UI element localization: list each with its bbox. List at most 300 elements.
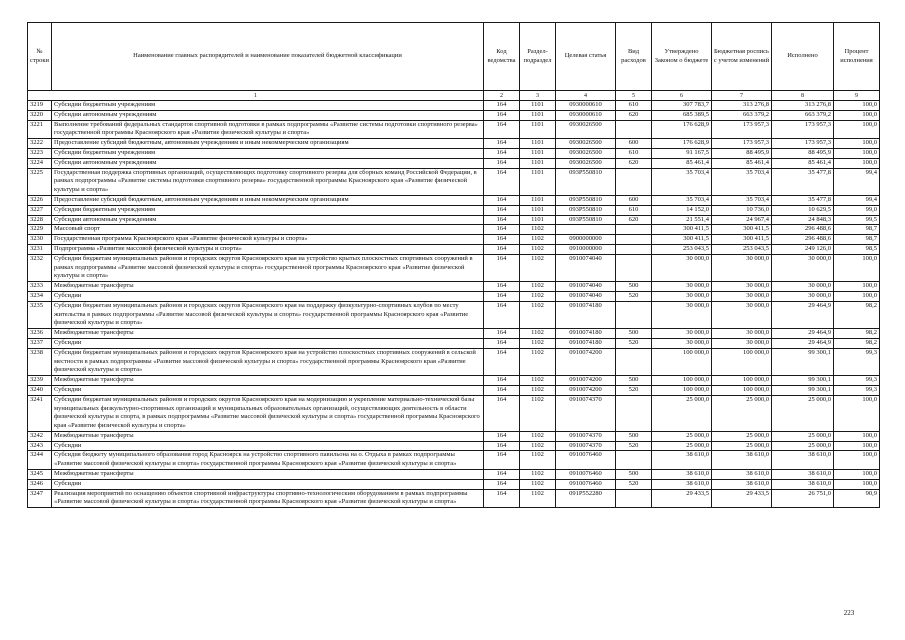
row-name: Субсидии автономным учреждениям bbox=[52, 215, 484, 225]
row-department-code: 164 bbox=[484, 338, 520, 348]
table-row bbox=[28, 395, 880, 431]
row-approved: 30 000,0 bbox=[652, 301, 712, 328]
row-approved: 38 610,0 bbox=[652, 451, 712, 470]
table-row bbox=[28, 451, 880, 470]
row-number: 3246 bbox=[28, 479, 52, 489]
row-budget-schedule: 38 610,0 bbox=[712, 451, 772, 470]
row-executed: 663 379,2 bbox=[772, 110, 834, 120]
row-number: 3236 bbox=[28, 329, 52, 339]
row-number: 3219 bbox=[28, 101, 52, 111]
row-target-article: 0930026500 bbox=[556, 148, 616, 158]
row-department-code: 164 bbox=[484, 254, 520, 281]
row-department-code: 164 bbox=[484, 470, 520, 480]
row-approved: 100 000,0 bbox=[652, 376, 712, 386]
row-target-article: 0910074180 bbox=[556, 338, 616, 348]
row-target-article: 0910076460 bbox=[556, 451, 616, 470]
table-row bbox=[28, 301, 880, 328]
row-executed: 25 000,0 bbox=[772, 431, 834, 441]
row-name: Массовый спорт bbox=[52, 225, 484, 235]
row-section: 1101 bbox=[520, 158, 556, 168]
row-expense-type bbox=[616, 254, 652, 281]
row-target-article: 0930026500 bbox=[556, 139, 616, 149]
row-approved: 30 000,0 bbox=[652, 282, 712, 292]
table-row bbox=[28, 120, 880, 139]
row-name: Межбюджетные трансферты bbox=[52, 282, 484, 292]
table-row bbox=[28, 148, 880, 158]
row-section: 1102 bbox=[520, 385, 556, 395]
table-row bbox=[28, 489, 880, 508]
row-approved: 25 000,0 bbox=[652, 395, 712, 431]
row-expense-type: 610 bbox=[616, 148, 652, 158]
row-executed: 26 751,0 bbox=[772, 489, 834, 508]
row-percent: 99,4 bbox=[834, 195, 880, 205]
row-department-code: 164 bbox=[484, 385, 520, 395]
table-row bbox=[28, 110, 880, 120]
row-department-code: 164 bbox=[484, 479, 520, 489]
row-budget-schedule: 10 736,0 bbox=[712, 205, 772, 215]
row-budget-schedule: 100 000,0 bbox=[712, 385, 772, 395]
row-expense-type bbox=[616, 301, 652, 328]
row-approved: 100 000,0 bbox=[652, 348, 712, 375]
row-target-article: 0900000000 bbox=[556, 235, 616, 245]
row-expense-type: 500 bbox=[616, 282, 652, 292]
row-number: 3241 bbox=[28, 395, 52, 431]
table-row bbox=[28, 348, 880, 375]
row-approved: 30 000,0 bbox=[652, 329, 712, 339]
row-department-code: 164 bbox=[484, 158, 520, 168]
row-budget-schedule: 85 461,4 bbox=[712, 158, 772, 168]
row-number: 3220 bbox=[28, 110, 52, 120]
row-number: 3227 bbox=[28, 205, 52, 215]
table-row bbox=[28, 282, 880, 292]
row-expense-type bbox=[616, 168, 652, 195]
row-budget-schedule: 300 411,5 bbox=[712, 225, 772, 235]
page-number: 223 bbox=[843, 609, 855, 617]
row-target-article: 0930000610 bbox=[556, 101, 616, 111]
row-name: Выполнение требований федеральных стандартов спортивной подготовки в рамках подпрограммы «Развитие системы подготовки спортивного резерва» государственной программы Красноярского края «Развитие физической культуры и спорта» bbox=[52, 120, 484, 139]
table-header-row bbox=[28, 23, 880, 91]
row-expense-type bbox=[616, 451, 652, 470]
row-expense-type bbox=[616, 225, 652, 235]
row-target-article: 0910074370 bbox=[556, 431, 616, 441]
row-expense-type: 620 bbox=[616, 215, 652, 225]
row-section: 1101 bbox=[520, 195, 556, 205]
header-budget-schedule: Бюджетная роспись с учетом изменений bbox=[712, 23, 772, 91]
row-name: Субсидии бюджетам муниципальных районов и городских округов Красноярского края на модернизацию и укрепление материально-технической базы муниципальных физкультурно-спортивных организаций и муниципальных образовательных организаций, осуществляющих деятельность в области физической культуры и спорта, в рамках подпрограммы «Развитие массовой физической культуры и спорта» государственной программы Красноярского края «Развитие физической культуры и спорта» bbox=[52, 395, 484, 431]
column-number: 3 bbox=[520, 91, 556, 101]
header-expense-type: Вид расходов bbox=[616, 23, 652, 91]
row-percent: 100,0 bbox=[834, 479, 880, 489]
header-approved: Утверждено Законом о бюджете bbox=[652, 23, 712, 91]
row-percent: 98,5 bbox=[834, 244, 880, 254]
row-percent: 100,0 bbox=[834, 101, 880, 111]
row-section: 1102 bbox=[520, 431, 556, 441]
row-name: Субсидии автономным учреждениям bbox=[52, 158, 484, 168]
row-budget-schedule: 100 000,0 bbox=[712, 376, 772, 386]
row-executed: 99 300,1 bbox=[772, 385, 834, 395]
row-executed: 38 610,0 bbox=[772, 479, 834, 489]
row-section: 1101 bbox=[520, 101, 556, 111]
row-number: 3233 bbox=[28, 282, 52, 292]
row-number: 3221 bbox=[28, 120, 52, 139]
row-percent: 100,0 bbox=[834, 451, 880, 470]
table-row bbox=[28, 244, 880, 254]
row-approved: 38 610,0 bbox=[652, 470, 712, 480]
row-budget-schedule: 30 000,0 bbox=[712, 291, 772, 301]
row-approved: 29 433,5 bbox=[652, 489, 712, 508]
table-row bbox=[28, 338, 880, 348]
row-percent: 100,0 bbox=[834, 441, 880, 451]
row-percent: 98,7 bbox=[834, 235, 880, 245]
table-row bbox=[28, 235, 880, 245]
row-department-code: 164 bbox=[484, 431, 520, 441]
row-number: 3223 bbox=[28, 148, 52, 158]
header-name: Наименование главных распорядителей и наименование показателей бюджетной классификации bbox=[52, 23, 484, 91]
row-department-code: 164 bbox=[484, 120, 520, 139]
row-expense-type: 600 bbox=[616, 195, 652, 205]
row-target-article: 0910074040 bbox=[556, 282, 616, 292]
row-department-code: 164 bbox=[484, 139, 520, 149]
header-department-code: Код ведомства bbox=[484, 23, 520, 91]
row-executed: 88 495,9 bbox=[772, 148, 834, 158]
row-executed: 29 464,9 bbox=[772, 338, 834, 348]
row-approved: 300 411,5 bbox=[652, 225, 712, 235]
row-expense-type: 520 bbox=[616, 338, 652, 348]
row-section: 1102 bbox=[520, 225, 556, 235]
row-number: 3240 bbox=[28, 385, 52, 395]
row-executed: 30 000,0 bbox=[772, 291, 834, 301]
row-approved: 91 167,5 bbox=[652, 148, 712, 158]
row-budget-schedule: 38 610,0 bbox=[712, 470, 772, 480]
row-budget-schedule: 25 000,0 bbox=[712, 441, 772, 451]
row-section: 1102 bbox=[520, 244, 556, 254]
row-executed: 296 488,6 bbox=[772, 225, 834, 235]
row-executed: 30 000,0 bbox=[772, 254, 834, 281]
row-department-code: 164 bbox=[484, 489, 520, 508]
row-department-code: 164 bbox=[484, 301, 520, 328]
row-section: 1102 bbox=[520, 254, 556, 281]
row-expense-type: 620 bbox=[616, 158, 652, 168]
row-department-code: 164 bbox=[484, 451, 520, 470]
row-budget-schedule: 300 411,5 bbox=[712, 235, 772, 245]
table-row bbox=[28, 291, 880, 301]
row-section: 1101 bbox=[520, 148, 556, 158]
row-executed: 99 300,1 bbox=[772, 376, 834, 386]
table-row bbox=[28, 441, 880, 451]
row-section: 1102 bbox=[520, 235, 556, 245]
row-percent: 99,4 bbox=[834, 168, 880, 195]
row-number: 3237 bbox=[28, 338, 52, 348]
row-section: 1102 bbox=[520, 329, 556, 339]
row-executed: 35 477,8 bbox=[772, 168, 834, 195]
row-number: 3228 bbox=[28, 215, 52, 225]
row-percent: 90,9 bbox=[834, 489, 880, 508]
row-percent: 100,0 bbox=[834, 139, 880, 149]
row-target-article: 0910074370 bbox=[556, 441, 616, 451]
row-number: 3231 bbox=[28, 244, 52, 254]
row-section: 1102 bbox=[520, 338, 556, 348]
row-name: Субсидии бюджетным учреждениям bbox=[52, 101, 484, 111]
row-target-article: 0910076460 bbox=[556, 479, 616, 489]
row-number: 3242 bbox=[28, 431, 52, 441]
column-number: 5 bbox=[616, 91, 652, 101]
row-name: Субсидии бюджетным учреждениям bbox=[52, 148, 484, 158]
row-department-code: 164 bbox=[484, 225, 520, 235]
row-name: Субсидии bbox=[52, 479, 484, 489]
row-expense-type: 520 bbox=[616, 385, 652, 395]
row-name: Государственная поддержка спортивных организаций, осуществляющих подготовку спортивного резерва для сборных команд Российской Федерации, в рамках подпрограммы «Развитие системы подготовки спортивного резерва» государственной программы Красноярского края «Развитие физической культуры и спорта» bbox=[52, 168, 484, 195]
row-section: 1102 bbox=[520, 282, 556, 292]
row-target-article: 0910074370 bbox=[556, 395, 616, 431]
row-budget-schedule: 100 000,0 bbox=[712, 348, 772, 375]
row-target-article: 0910076460 bbox=[556, 470, 616, 480]
row-name: Межбюджетные трансферты bbox=[52, 431, 484, 441]
row-approved: 30 000,0 bbox=[652, 338, 712, 348]
row-approved: 38 610,0 bbox=[652, 479, 712, 489]
row-section: 1102 bbox=[520, 441, 556, 451]
row-number: 3225 bbox=[28, 168, 52, 195]
row-department-code: 164 bbox=[484, 329, 520, 339]
row-budget-schedule: 30 000,0 bbox=[712, 338, 772, 348]
row-section: 1102 bbox=[520, 376, 556, 386]
row-percent: 98,2 bbox=[834, 301, 880, 328]
row-expense-type: 500 bbox=[616, 329, 652, 339]
row-department-code: 164 bbox=[484, 441, 520, 451]
row-budget-schedule: 35 703,4 bbox=[712, 168, 772, 195]
row-approved: 176 628,9 bbox=[652, 120, 712, 139]
row-executed: 173 957,3 bbox=[772, 120, 834, 139]
row-number: 3229 bbox=[28, 225, 52, 235]
row-expense-type bbox=[616, 235, 652, 245]
row-approved: 307 783,7 bbox=[652, 101, 712, 111]
row-percent: 100,0 bbox=[834, 254, 880, 281]
row-budget-schedule: 38 610,0 bbox=[712, 479, 772, 489]
row-name: Субсидия бюджету муниципального образования город Красноярск на устройство спортивного павильона на о. Отдыха в рамках подпрограммы «Развитие массовой физической культуры и спорта» государственной программы Красноярского края «Развитие физической культуры и спорта» bbox=[52, 451, 484, 470]
row-number: 3224 bbox=[28, 158, 52, 168]
row-name: Субсидии бюджетным учреждениям bbox=[52, 205, 484, 215]
row-approved: 685 389,5 bbox=[652, 110, 712, 120]
row-target-article: 0910000000 bbox=[556, 244, 616, 254]
row-approved: 300 411,5 bbox=[652, 235, 712, 245]
row-target-article: 093P550810 bbox=[556, 168, 616, 195]
row-executed: 99 300,1 bbox=[772, 348, 834, 375]
row-approved: 253 043,5 bbox=[652, 244, 712, 254]
row-number: 3230 bbox=[28, 235, 52, 245]
row-department-code: 164 bbox=[484, 110, 520, 120]
row-target-article bbox=[556, 225, 616, 235]
row-percent: 100,0 bbox=[834, 470, 880, 480]
row-number: 3243 bbox=[28, 441, 52, 451]
row-target-article: 093P550810 bbox=[556, 205, 616, 215]
row-budget-schedule: 35 703,4 bbox=[712, 195, 772, 205]
row-percent: 100,0 bbox=[834, 120, 880, 139]
row-section: 1101 bbox=[520, 168, 556, 195]
row-name: Подпрограмма «Развитие массовой физической культуры и спорта» bbox=[52, 244, 484, 254]
row-approved: 176 628,9 bbox=[652, 139, 712, 149]
row-budget-schedule: 173 957,3 bbox=[712, 139, 772, 149]
table-row bbox=[28, 139, 880, 149]
row-target-article: 0910074180 bbox=[556, 301, 616, 328]
row-budget-schedule: 663 379,2 bbox=[712, 110, 772, 120]
row-percent: 99,3 bbox=[834, 376, 880, 386]
row-department-code: 164 bbox=[484, 148, 520, 158]
row-expense-type bbox=[616, 244, 652, 254]
row-approved: 14 152,0 bbox=[652, 205, 712, 215]
row-department-code: 164 bbox=[484, 348, 520, 375]
row-target-article: 093P550810 bbox=[556, 195, 616, 205]
row-number: 3238 bbox=[28, 348, 52, 375]
row-department-code: 164 bbox=[484, 168, 520, 195]
column-number: 8 bbox=[772, 91, 834, 101]
row-department-code: 164 bbox=[484, 195, 520, 205]
column-number: 7 bbox=[712, 91, 772, 101]
row-name: Субсидии bbox=[52, 338, 484, 348]
row-percent: 100,0 bbox=[834, 158, 880, 168]
table-row bbox=[28, 479, 880, 489]
row-executed: 38 610,0 bbox=[772, 470, 834, 480]
row-number: 3226 bbox=[28, 195, 52, 205]
row-number: 3234 bbox=[28, 291, 52, 301]
table-body bbox=[28, 101, 880, 508]
row-executed: 249 126,0 bbox=[772, 244, 834, 254]
row-approved: 100 000,0 bbox=[652, 385, 712, 395]
row-percent: 98,2 bbox=[834, 338, 880, 348]
row-section: 1102 bbox=[520, 479, 556, 489]
row-number: 3247 bbox=[28, 489, 52, 508]
row-budget-schedule: 253 043,5 bbox=[712, 244, 772, 254]
row-percent: 100,0 bbox=[834, 148, 880, 158]
table-row bbox=[28, 158, 880, 168]
row-target-article: 0930026500 bbox=[556, 158, 616, 168]
row-expense-type: 520 bbox=[616, 479, 652, 489]
row-executed: 35 477,8 bbox=[772, 195, 834, 205]
row-name: Субсидии bbox=[52, 441, 484, 451]
row-approved: 25 000,0 bbox=[652, 441, 712, 451]
row-expense-type bbox=[616, 489, 652, 508]
row-name: Государственная программа Красноярского края «Развитие физической культуры и спорта» bbox=[52, 235, 484, 245]
row-budget-schedule: 24 967,4 bbox=[712, 215, 772, 225]
row-budget-schedule: 173 957,3 bbox=[712, 120, 772, 139]
table-row bbox=[28, 101, 880, 111]
row-section: 1101 bbox=[520, 139, 556, 149]
row-section: 1101 bbox=[520, 215, 556, 225]
row-name: Межбюджетные трансферты bbox=[52, 329, 484, 339]
column-number: 2 bbox=[484, 91, 520, 101]
row-expense-type: 600 bbox=[616, 139, 652, 149]
column-number: 4 bbox=[556, 91, 616, 101]
row-approved: 30 000,0 bbox=[652, 254, 712, 281]
header-row-number: № строки bbox=[28, 23, 52, 91]
row-section: 1101 bbox=[520, 110, 556, 120]
row-expense-type: 620 bbox=[616, 110, 652, 120]
table-row bbox=[28, 215, 880, 225]
table-row bbox=[28, 205, 880, 215]
row-section: 1102 bbox=[520, 395, 556, 431]
row-budget-schedule: 30 000,0 bbox=[712, 329, 772, 339]
row-budget-schedule: 30 000,0 bbox=[712, 301, 772, 328]
row-budget-schedule: 30 000,0 bbox=[712, 282, 772, 292]
row-section: 1102 bbox=[520, 470, 556, 480]
column-number: 1 bbox=[28, 91, 484, 101]
row-percent: 100,0 bbox=[834, 291, 880, 301]
row-expense-type bbox=[616, 348, 652, 375]
row-percent: 99,0 bbox=[834, 205, 880, 215]
column-number: 6 bbox=[652, 91, 712, 101]
header-section: Раздел-подраздел bbox=[520, 23, 556, 91]
header-executed: Исполнено bbox=[772, 23, 834, 91]
row-target-article: 0910074200 bbox=[556, 348, 616, 375]
row-executed: 85 461,4 bbox=[772, 158, 834, 168]
row-department-code: 164 bbox=[484, 244, 520, 254]
row-approved: 30 000,0 bbox=[652, 291, 712, 301]
row-target-article: 0910074200 bbox=[556, 385, 616, 395]
row-expense-type: 520 bbox=[616, 291, 652, 301]
row-department-code: 164 bbox=[484, 235, 520, 245]
row-expense-type: 500 bbox=[616, 431, 652, 441]
row-section: 1102 bbox=[520, 301, 556, 328]
row-percent: 98,7 bbox=[834, 225, 880, 235]
row-name: Субсидии бюджетам муниципальных районов и городских округов Красноярского края на поддержку физкультурно-спортивных клубов по месту жительства в рамках подпрограммы «Развитие массовой физической культуры и спорта» государственной программы Красноярского края «Развитие физической культуры и спорта» bbox=[52, 301, 484, 328]
row-percent: 98,2 bbox=[834, 329, 880, 339]
table-row bbox=[28, 225, 880, 235]
row-department-code: 164 bbox=[484, 376, 520, 386]
row-department-code: 164 bbox=[484, 395, 520, 431]
row-executed: 30 000,0 bbox=[772, 282, 834, 292]
row-section: 1101 bbox=[520, 120, 556, 139]
row-executed: 25 000,0 bbox=[772, 441, 834, 451]
table-row bbox=[28, 168, 880, 195]
budget-table bbox=[27, 22, 880, 508]
row-percent: 99,3 bbox=[834, 348, 880, 375]
table-row bbox=[28, 195, 880, 205]
row-budget-schedule: 25 000,0 bbox=[712, 431, 772, 441]
row-number: 3235 bbox=[28, 301, 52, 328]
row-approved: 35 703,4 bbox=[652, 195, 712, 205]
row-name: Субсидии бюджетам муниципальных районов и городских округов Красноярского края на устройство крытых плоскостных спортивных сооружений в рамках подпрограммы «Развитие массовой физической культуры и спорта» государственной программы Красноярского края «Развитие физической культуры и спорта» bbox=[52, 254, 484, 281]
row-name: Субсидии bbox=[52, 385, 484, 395]
row-name: Субсидии бюджетам муниципальных районов и городских округов Красноярского края на устройство плоскостных спортивных сооружений в сельской местности в рамках подпрограммы «Развитие массовой физической культуры и спорта» государственной программы Красноярского края «Развитие физической культуры и спорта» bbox=[52, 348, 484, 375]
row-approved: 85 461,4 bbox=[652, 158, 712, 168]
table-row bbox=[28, 329, 880, 339]
row-name: Реализация мероприятий по оснащению объектов спортивной инфраструктуры спортивно-технологическим оборудованием в рамках подпрограммы «Развитие массовой физической культуры и спорта» государственной программы Красноярского края «Развитие физической культуры и спорта» bbox=[52, 489, 484, 508]
table-row bbox=[28, 385, 880, 395]
row-number: 3222 bbox=[28, 139, 52, 149]
table-row bbox=[28, 470, 880, 480]
row-expense-type: 500 bbox=[616, 376, 652, 386]
row-number: 3244 bbox=[28, 451, 52, 470]
row-section: 1101 bbox=[520, 205, 556, 215]
row-name: Субсидии автономным учреждениям bbox=[52, 110, 484, 120]
row-expense-type bbox=[616, 120, 652, 139]
row-executed: 29 464,9 bbox=[772, 329, 834, 339]
row-executed: 25 000,0 bbox=[772, 395, 834, 431]
row-executed: 24 848,3 bbox=[772, 215, 834, 225]
table-row bbox=[28, 376, 880, 386]
header-percent: Процент исполнения bbox=[834, 23, 880, 91]
row-expense-type bbox=[616, 395, 652, 431]
row-approved: 21 551,4 bbox=[652, 215, 712, 225]
row-budget-schedule: 88 495,9 bbox=[712, 148, 772, 158]
row-executed: 296 488,6 bbox=[772, 235, 834, 245]
row-department-code: 164 bbox=[484, 215, 520, 225]
row-number: 3232 bbox=[28, 254, 52, 281]
row-department-code: 164 bbox=[484, 205, 520, 215]
row-percent: 99,3 bbox=[834, 385, 880, 395]
row-budget-schedule: 25 000,0 bbox=[712, 395, 772, 431]
row-target-article: 0930000610 bbox=[556, 110, 616, 120]
row-department-code: 164 bbox=[484, 101, 520, 111]
row-name: Субсидии bbox=[52, 291, 484, 301]
